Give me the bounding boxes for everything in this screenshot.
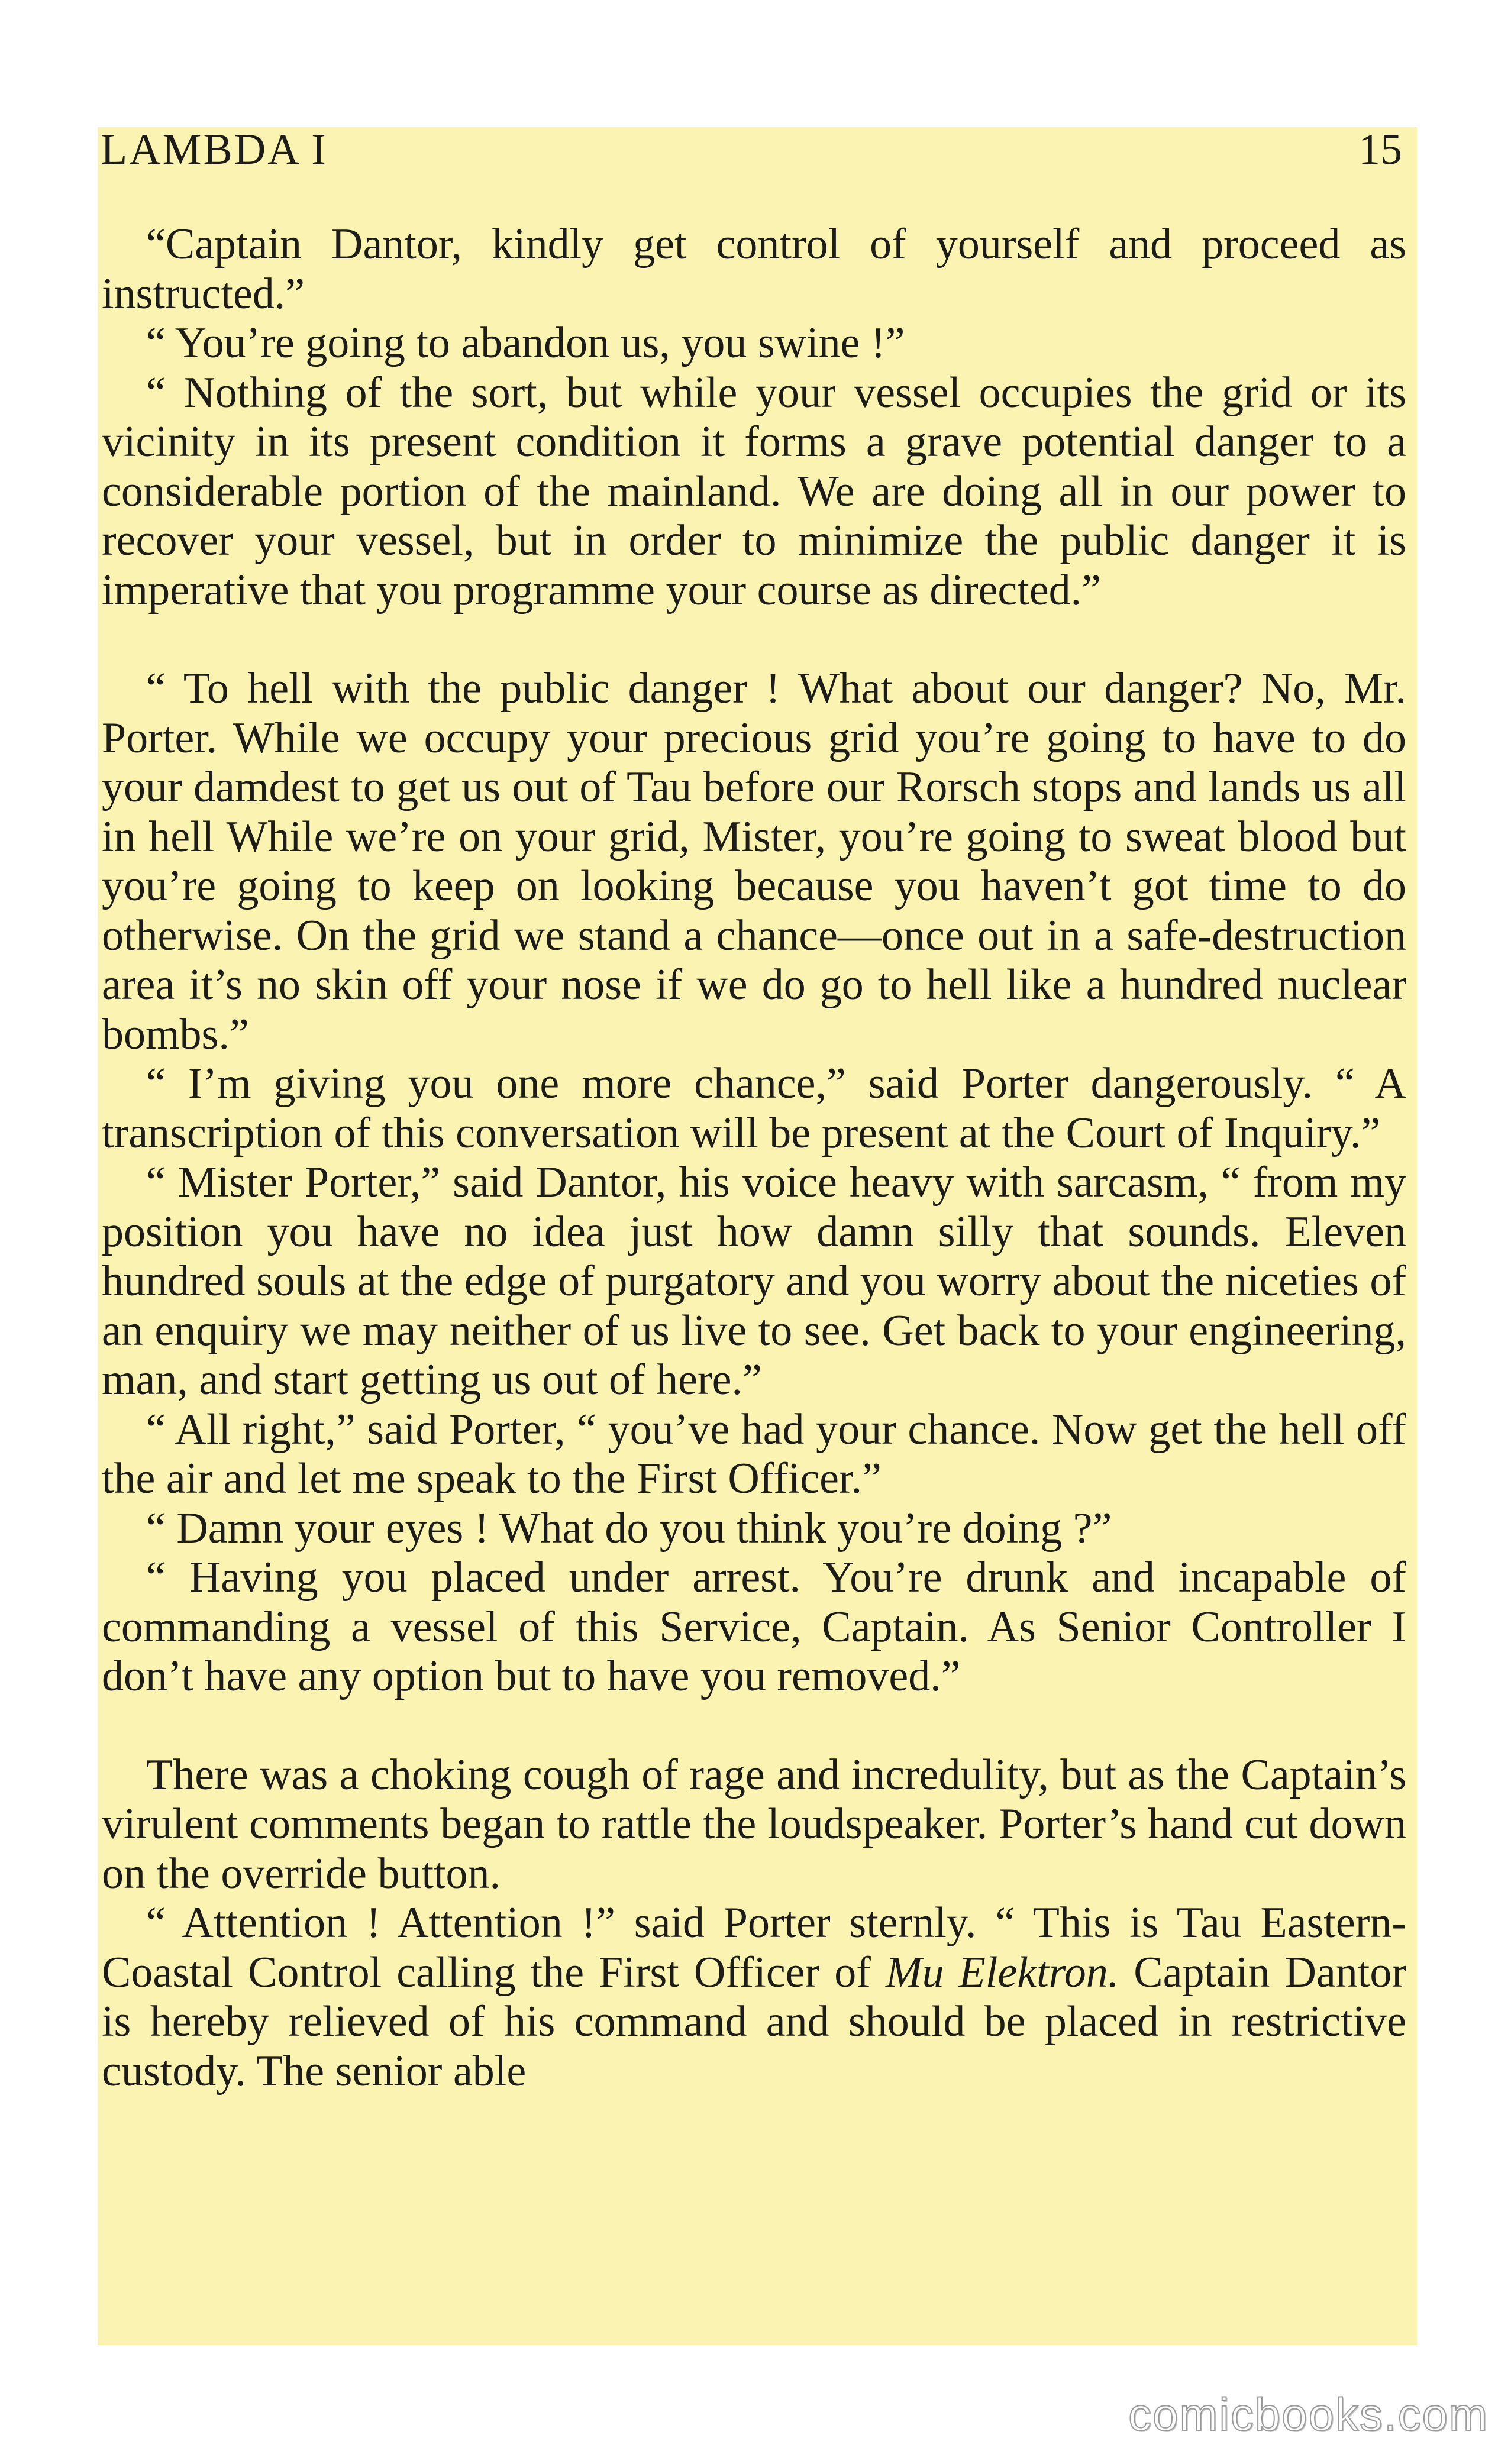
paragraph-text: Captain Dantor is hereby relieved of his command and should be placed in restrictive custody. The senior able	[102, 1948, 1406, 2096]
page-number: 15	[1358, 125, 1402, 174]
site-watermark: comicbooks.com	[1128, 2388, 1489, 2440]
paragraph: “ I’m giving you one more chance,” said Porter dangerously. “ A transcription of this conversation will be present at the Court of Inquiry.”	[102, 1059, 1406, 1157]
ship-name: Mu Elektron.	[885, 1948, 1119, 1997]
paragraph: “ You’re going to abandon us, you swine !”	[146, 319, 905, 367]
paragraph: “ Nothing of the sort, but while your vessel occupies the grid or its vicinity in its present condition it forms a grave potential danger to a considerable portion of the mainland. We are doing all in our power to recover your vessel, but in order to minimize the public danger it is imperative that you programme your course as directed.”	[102, 368, 1406, 615]
body-text	[102, 220, 1406, 2096]
running-header	[101, 123, 1402, 176]
paragraph-text: “ Attention ! Attention !” said Porter sternly. “ This is Tau Eastern-Coastal Control calling the First Officer of	[102, 1899, 1406, 1997]
paragraph: “ Mister Porter,” said Dantor, his voice heavy with sarcasm, “ from my position you have no idea just how damn silly that sounds. Eleven hundred souls at the edge of purgatory and you worry about the niceties of an enquiry we may neither of us live to see. Get back to your engineering, man, and start getting us out of here.”	[102, 1158, 1406, 1404]
paragraph: There was a choking cough of rage and incredulity, but as the Captain’s virulent comments began to rattle the loudspeaker. Porter’s hand cut down on the override button.	[102, 1750, 1406, 1898]
paragraph-last	[102, 1899, 1406, 2096]
paragraph: “ Damn your eyes ! What do you think you’re doing ?”	[146, 1503, 1112, 1553]
running-title: LAMBDA I	[101, 125, 328, 174]
paragraph: “ Having you placed under arrest. You’re drunk and incapable of commanding a vessel of this Service, Captain. As Senior Controller I don’t have any option but to have you removed.”	[102, 1553, 1406, 1700]
paragraph: “ All right,” said Porter, “ you’ve had your chance. Now get the hell off the air and let me speak to the First Officer.”	[102, 1405, 1406, 1503]
paragraph: “ To hell with the public danger ! What about our danger? No, Mr. Porter. While we occupy your precious grid you’re going to have to do your damdest to get us out of Tau before our Rorsch stops and lands us all in hell While we’re on your grid, Mister, you’re going to sweat blood but you’re going to keep on looking because you haven’t got time to do otherwise. On the grid we stand a chance—once out in a safe-destruction area it’s no skin off your nose if we do go to hell like a hundred nuclear bombs.”	[102, 664, 1406, 1059]
paragraph: “Captain Dantor, kindly get control of yourself and proceed as instructed.”	[102, 220, 1406, 318]
